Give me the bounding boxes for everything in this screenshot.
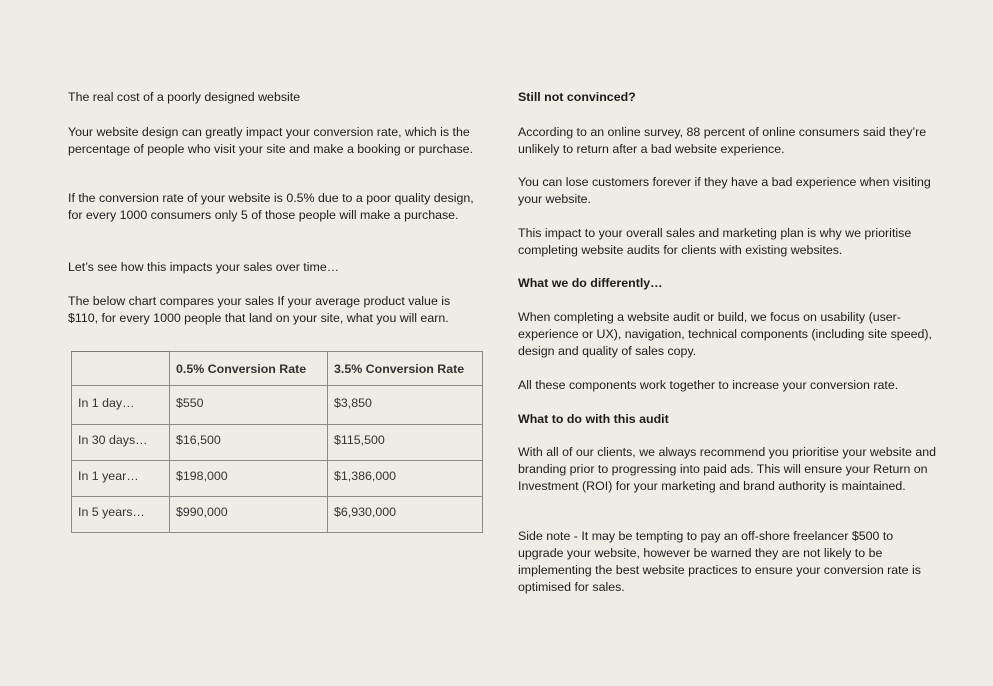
- right-heading-convinced: Still not convinced?: [518, 90, 636, 104]
- right-heading-audit: What to do with this audit: [518, 412, 669, 426]
- table-row: [72, 425, 483, 461]
- left-paragraph-conversion: Your website design can greatly impact your conversion rate, which is the percentage of people who visit your site and make a booking or purchase.: [68, 125, 474, 156]
- table-row: [72, 386, 483, 425]
- table-header-cell: 0.5% Conversion Rate: [170, 352, 328, 386]
- right-paragraph-survey: According to an online survey, 88 percent of online consumers said they’re unlikely to return after a bad website experience.: [518, 125, 927, 156]
- right-heading-differently: What we do differently…: [518, 276, 663, 290]
- left-paragraph-chart-intro: The below chart compares your sales If your average product value is $110, for every 1000 people that land on your site, what you will earn.: [68, 294, 451, 325]
- table-cell: $550: [170, 386, 328, 425]
- table-cell: $115,500: [328, 425, 483, 461]
- table-header-cell: 3.5% Conversion Rate: [328, 352, 483, 386]
- right-paragraph-recommend: With all of our clients, we always recommend you prioritise your website and branding prior to progressing into paid ads. This will ensure your Return on Investment (ROI) for your marketing and brand authority is maintained.: [518, 445, 937, 493]
- table-cell: In 1 day…: [72, 386, 170, 425]
- right-paragraph-lose-customers: You can lose customers forever if they have a bad experience when visiting your website.: [518, 175, 931, 206]
- table-cell: $16,500: [170, 425, 328, 461]
- table-row: [72, 497, 483, 533]
- table-cell: $198,000: [170, 461, 328, 497]
- right-paragraph-focus: When completing a website audit or build, we focus on usability (user-experience or UX), navigation, technical components (including site speed), design and quality of sales copy.: [518, 310, 932, 358]
- left-paragraph-transition: Let’s see how this impacts your sales over time…: [68, 260, 340, 274]
- table-header-row: [72, 352, 483, 386]
- sales-comparison-table: [71, 351, 483, 533]
- table-cell: $6,930,000: [328, 497, 483, 533]
- table-cell: $1,386,000: [328, 461, 483, 497]
- right-paragraph-impact: This impact to your overall sales and marketing plan is why we prioritise completing website audits for clients with existing websites.: [518, 226, 912, 257]
- right-paragraph-side-note: Side note - It may be tempting to pay an off-shore freelancer $500 to upgrade your website, however be warned they are not likely to be implementing the best website practices to ensure your conversion rate is optimised for sales.: [518, 529, 921, 594]
- right-paragraph-components: All these components work together to increase your conversion rate.: [518, 378, 899, 392]
- table-cell: $3,850: [328, 386, 483, 425]
- left-paragraph-example: If the conversion rate of your website is 0.5% due to a poor quality design, for every 1000 consumers only 5 of those people will make a purchase.: [68, 191, 474, 222]
- table-cell: $990,000: [170, 497, 328, 533]
- table-header-cell: [72, 352, 170, 386]
- table-cell: In 30 days…: [72, 425, 170, 461]
- table-cell: In 1 year…: [72, 461, 170, 497]
- table-cell: In 5 years…: [72, 497, 170, 533]
- table-row: [72, 461, 483, 497]
- left-heading: The real cost of a poorly designed website: [68, 90, 301, 104]
